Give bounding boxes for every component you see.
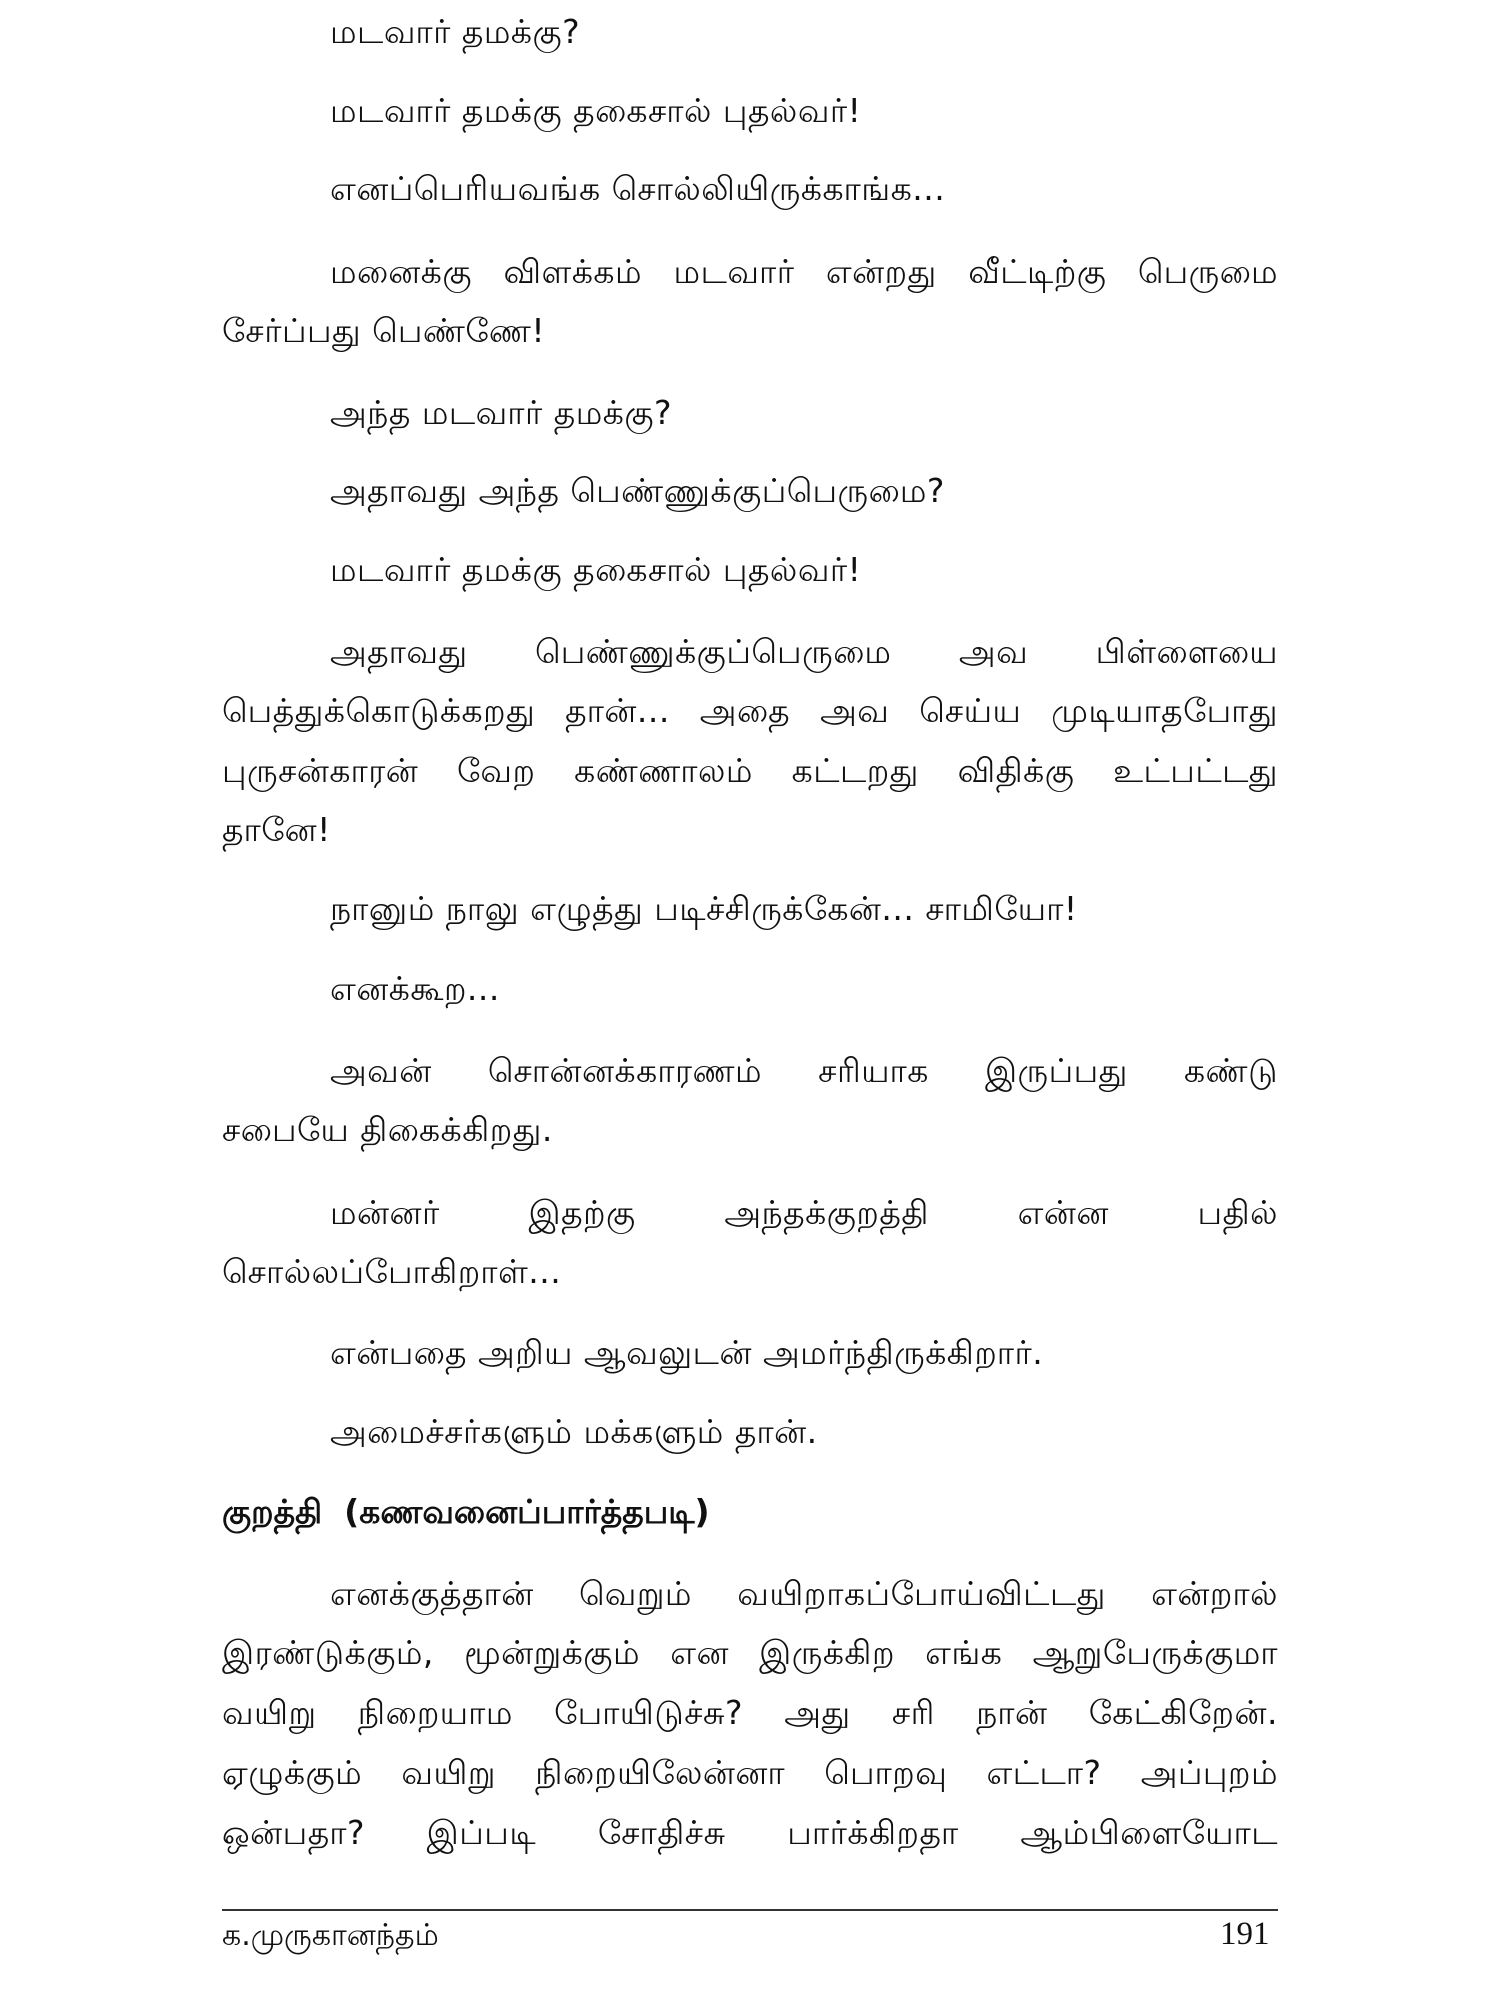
footer-author: க.முருகானந்தம் bbox=[222, 1918, 439, 1953]
text-line: மடவார் தமக்கு தகைசால் புதல்வர்! bbox=[330, 91, 862, 130]
text-line: அமைச்சர்களும் மக்களும் தான். bbox=[330, 1412, 818, 1451]
speaker-heading bbox=[222, 1490, 710, 1534]
text-line: அவன் சொன்னக்காரணம் சரியாக இருப்பது கண்டு bbox=[330, 1051, 1278, 1090]
speaker-name: குறத்தி bbox=[222, 1492, 323, 1531]
text-line: எனக்கூற... bbox=[330, 969, 500, 1008]
text-line: எனக்குத்தான் வெறும் வயிறாகப்போய்விட்டது என்றால் bbox=[330, 1574, 1278, 1613]
text-line: சபையே திகைக்கிறது. bbox=[222, 1110, 553, 1149]
text-line: இரண்டுக்கும், மூன்றுக்கும் என இருக்கிற எங்க ஆறுபேருக்குமா bbox=[222, 1633, 1278, 1672]
text-line: அந்த மடவார் தமக்கு? bbox=[330, 393, 673, 432]
text-line: புருசன்காரன் வேற கண்ணாலம் கட்டறது விதிக்கு உட்பட்டது bbox=[222, 751, 1278, 790]
text-line: மனைக்கு விளக்கம் மடவார் என்றது வீட்டிற்கு பெருமை bbox=[330, 252, 1278, 291]
text-line: தானே! bbox=[222, 810, 331, 849]
footer-divider bbox=[222, 1909, 1278, 1911]
text-line: மன்னர் இதற்கு அந்தக்குறத்தி என்ன பதில் bbox=[330, 1193, 1278, 1232]
text-line: பெத்துக்கொடுக்கறது தான்... அதை அவ செய்ய முடியாதபோது bbox=[222, 691, 1278, 730]
text-line: ஏழுக்கும் வயிறு நிறையிலேன்னா பொறவு எட்டா? அப்புறம் bbox=[222, 1753, 1278, 1792]
stage-direction: (கணவனைப்பார்த்தபடி) bbox=[344, 1492, 710, 1531]
page-number: 191 bbox=[1220, 1916, 1270, 1952]
text-line: சேர்ப்பது பெண்ணே! bbox=[222, 311, 546, 350]
text-line: நானும் நாலு எழுத்து படிச்சிருக்கேன்... சாமியோ! bbox=[330, 889, 1078, 928]
text-line: வயிறு நிறையாம போயிடுச்சு? அது சரி நான் கேட்கிறேன். bbox=[222, 1693, 1278, 1732]
text-line: சொல்லப்போகிறாள்... bbox=[222, 1252, 562, 1291]
text-line: அதாவது அந்த பெண்ணுக்குப்பெருமை? bbox=[330, 471, 945, 510]
text-line: மடவார் தமக்கு தகைசால் புதல்வர்! bbox=[330, 550, 862, 589]
text-line: என்பதை அறிய ஆவலுடன் அமர்ந்திருக்கிறார். bbox=[330, 1333, 1044, 1372]
text-line: எனப்பெரியவங்க சொல்லியிருக்காங்க... bbox=[330, 169, 946, 208]
text-line: ஒன்பதா? இப்படி சோதிச்சு பார்க்கிறதா ஆம்பிளையோட bbox=[222, 1813, 1278, 1852]
text-line: அதாவது பெண்ணுக்குப்பெருமை அவ பிள்ளையை bbox=[330, 632, 1278, 671]
text-line: மடவார் தமக்கு? bbox=[330, 12, 581, 51]
